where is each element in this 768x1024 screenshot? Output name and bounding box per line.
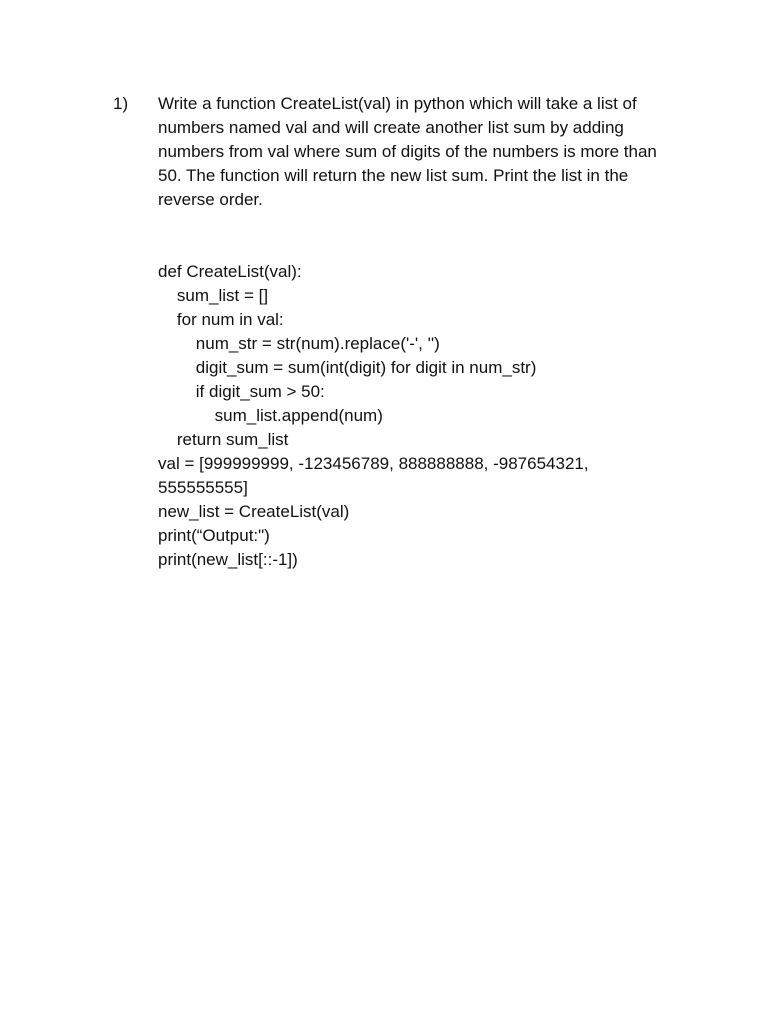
question-text-line: 50. The function will return the new list sum. Print the list in the: [158, 166, 629, 185]
code-line: sum_list.append(num): [158, 406, 383, 425]
question-text-line: Write a function CreateList(val) in python which will take a list of: [158, 94, 637, 113]
code-line: for num in val:: [158, 310, 284, 329]
code-block: [158, 260, 718, 572]
question-text-line: numbers named val and will create another list sum by adding: [158, 118, 624, 137]
code-line: if digit_sum > 50:: [158, 382, 325, 401]
question-text-line: reverse order.: [158, 190, 263, 209]
code-line: def CreateList(val):: [158, 262, 302, 281]
code-line: print(“Output:"): [158, 526, 270, 545]
code-line: new_list = CreateList(val): [158, 502, 350, 521]
question-text-line: numbers from val where sum of digits of the numbers is more than: [158, 142, 657, 161]
code-line: 555555555]: [158, 478, 248, 497]
code-line: print(new_list[::-1]): [158, 550, 298, 569]
question-text: [158, 92, 683, 212]
code-line: return sum_list: [158, 430, 289, 449]
question-number: 1): [113, 94, 129, 113]
code-line: num_str = str(num).replace('-', ''): [158, 334, 440, 353]
code-line: val = [999999999, -123456789, 888888888, -987654321,: [158, 454, 589, 473]
code-line: sum_list = []: [158, 286, 269, 305]
code-line: digit_sum = sum(int(digit) for digit in num_str): [158, 358, 537, 377]
